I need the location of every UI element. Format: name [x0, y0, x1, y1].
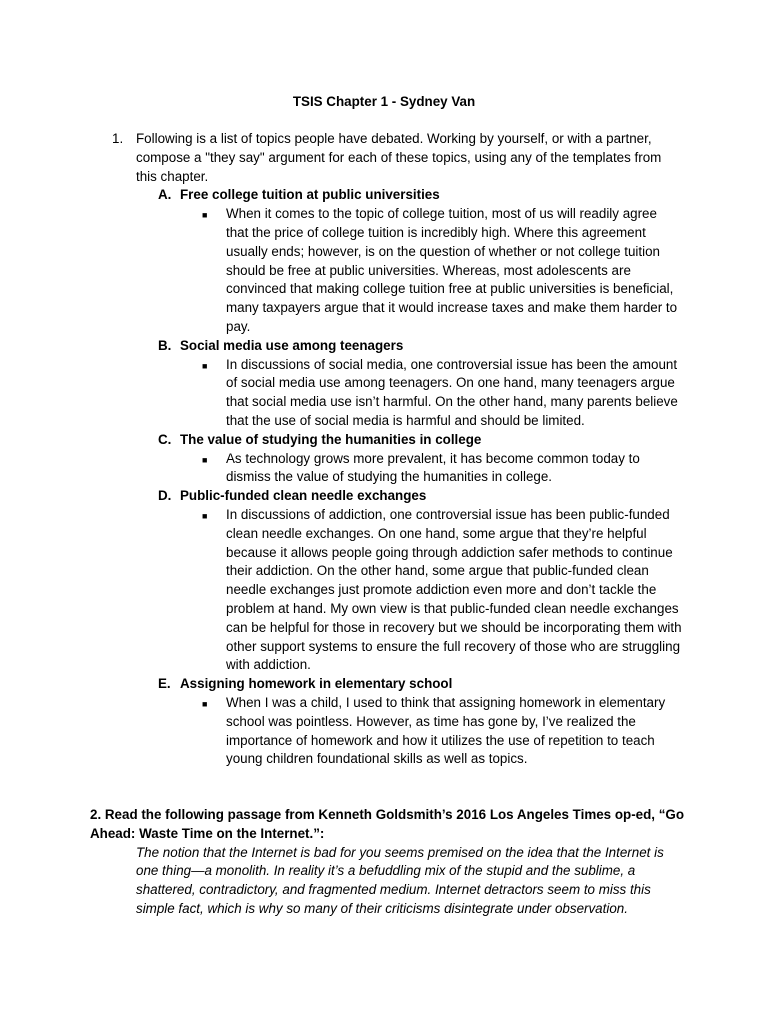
topic-response: In discussions of addiction, one controversial issue has been public-funded clean needle exchanges. On one hand, some argue that they’re helpful because it allows people going through addiction safer methods to continue their addiction. On the other hand, some argue that public-funded clean needle exchanges just promote addiction even more and don’t tackle the problem at hand. My own view is that public-funded clean needle exchanges can be helpful for those in recovery but we should be incorporating them with other support systems to ensure the full recovery of those who are struggling with addiction.: [226, 506, 682, 673]
topic-a: [158, 186, 682, 336]
topic-letter: D.: [158, 488, 172, 504]
square-bullet-icon: ■: [202, 360, 208, 371]
topic-e: [158, 675, 682, 769]
square-bullet-icon: ■: [202, 210, 208, 221]
topic-heading: [158, 675, 682, 694]
topic-response-row: [202, 450, 682, 488]
topic-response-row: [202, 506, 682, 675]
topic-heading: [158, 487, 682, 506]
topic-letter: B.: [158, 337, 172, 353]
topic-title: Public-funded clean needle exchanges: [180, 488, 427, 504]
question-1-prompt: Following is a list of topics people have debated. Working by yourself, or with a partner, compose a "they say" argument for each of these topics, using any of the templates from this chapter.: [136, 131, 662, 184]
topic-response-row: [202, 694, 682, 769]
topic-heading: [158, 337, 682, 356]
question-1-prompt-row: [112, 130, 682, 186]
question-1: [112, 130, 682, 769]
topic-response: As technology grows more prevalent, it has become common today to dismiss the value of studying the humanities in college.: [226, 450, 640, 485]
topic-response: When I was a child, I used to think that assigning homework in elementary school was pointless. However, as time has gone by, I’ve realized the importance of homework and how it utilizes the use of repetition to teach young children foundational skills as well as topics.: [226, 694, 666, 767]
topic-title: The value of studying the humanities in college: [180, 431, 482, 447]
question-2-passage: The notion that the Internet is bad for you seems premised on the idea that the Internet is one thing—a monolith. In reality it’s a befuddling mix of the stupid and the sublime, a shattered, contradictory, and fragmented medium. Internet detractors seem to miss this simple fact, which is why so many of their criticisms disintegrate under observation.: [136, 844, 664, 916]
topic-heading: [158, 186, 682, 205]
topic-letter: A.: [158, 187, 172, 203]
question-1-number: 1.: [112, 131, 124, 146]
topic-c: [158, 431, 682, 487]
square-bullet-icon: ■: [202, 510, 208, 521]
square-bullet-icon: ■: [202, 454, 208, 465]
topic-title: Assigning homework in elementary school: [180, 676, 453, 692]
topic-response-row: [202, 205, 682, 337]
topic-letter: C.: [158, 431, 172, 447]
topic-title: Social media use among teenagers: [180, 337, 404, 353]
question-2-heading: 2. Read the following passage from Kenneth Goldsmith’s 2016 Los Angeles Times op-ed, “Go Ahead: Waste Time on the Internet.”:: [90, 807, 685, 841]
square-bullet-icon: ■: [202, 698, 208, 709]
topic-response-row: [202, 356, 682, 431]
topic-letter: E.: [158, 676, 171, 692]
topic-d: [158, 487, 682, 675]
topic-response: When it comes to the topic of college tuition, most of us will readily agree that the price of college tuition is incredibly high. Where this agreement usually ends; however, is on the question of whether or not college tuition should be free at public universities. Whereas, most adolescents are convinced that making college tuition free at public universities is beneficial, many taxpayers argue that it would increase taxes and make them harder to pay.: [226, 206, 678, 334]
topic-b: [158, 337, 682, 431]
page-title: TSIS Chapter 1 - Sydney Van: [292, 94, 476, 109]
topic-response: In discussions of social media, one controversial issue has been the amount of social media use among teenagers. On one hand, many teenagers argue that social media use isn’t harmful. On the other hand, many parents believe that the use of social media is harmful and should be limited.: [226, 356, 678, 428]
topic-heading: [158, 431, 682, 450]
topic-title: Free college tuition at public universities: [180, 187, 440, 203]
question-2: [90, 806, 690, 919]
